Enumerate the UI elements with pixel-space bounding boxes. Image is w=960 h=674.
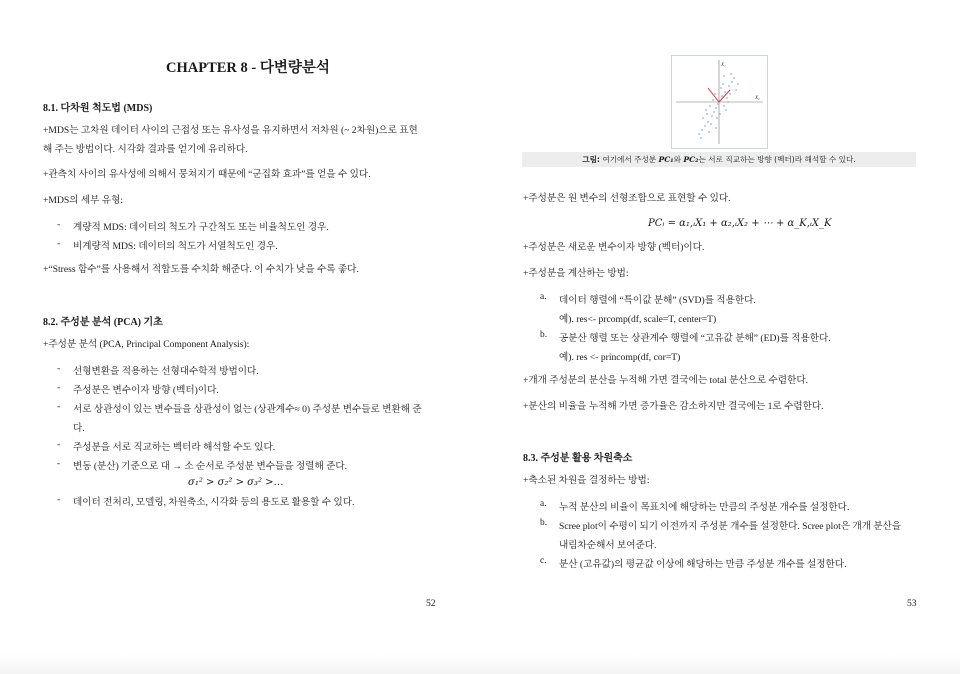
rule-c-marker: c. bbox=[540, 556, 547, 566]
figure-caption bbox=[522, 152, 916, 167]
stress-function-paragraph: +“Stress 함수”를 사용해서 적합도를 수치화 해준다. 이 수치가 낮을 수록 좋다. bbox=[43, 264, 359, 275]
mds-paragraph-line1: +MDS는 고차원 데이터 사이의 근접성 또는 유사성을 유지하면서 저차원 (~ 2차원)으로 표현 bbox=[43, 125, 418, 136]
pca-scatter-svg bbox=[672, 56, 767, 148]
bullet-dash: - bbox=[57, 458, 61, 469]
pca-methods-intro: +주성분을 계산하는 방법: bbox=[523, 268, 629, 279]
method-a-text: 데이터 행렬에 “특이값 분해” (SVD)를 적용한다. bbox=[559, 295, 756, 306]
pca-bullet-vector: 주성분은 변수이자 방향 (벡터)이다. bbox=[73, 385, 219, 396]
caption-part-b: 와 bbox=[673, 155, 684, 164]
chapter-title: CHAPTER 8 - 다변량분석 bbox=[166, 60, 330, 76]
linear-combination-paragraph: +주성분은 원 변수의 선형조합으로 표현할 수 있다. bbox=[523, 193, 731, 204]
scatter-points bbox=[698, 73, 739, 139]
pca-bullet-linear: 선형변환을 적용하는 선형대수학적 방법이다. bbox=[73, 366, 259, 377]
section-8-3-heading: 8.3. 주성분 활용 차원축소 bbox=[523, 453, 633, 464]
method-b-text: 공분산 행렬 또는 상관계수 행렬에 “고유값 분해” (ED)를 적용한다. bbox=[559, 333, 831, 344]
section-8-2-heading: 8.2. 주성분 분석 (PCA) 기초 bbox=[43, 317, 163, 328]
section-8-1-heading: 8.1. 다차원 척도법 (MDS) bbox=[43, 103, 153, 114]
method-a-marker: a. bbox=[540, 292, 547, 302]
page-number-right: 53 bbox=[907, 598, 917, 609]
rule-c-text: 분산 (고유값)의 평균값 이상에 해당하는 만큼 주성분 개수를 설정한다. bbox=[559, 559, 847, 570]
pca-bullet-uncorrelated-line1: 서로 상관성이 있는 변수들을 상관성이 없는 (상관계수≈ 0) 주성분 변수들로 변환해 준 bbox=[73, 404, 422, 415]
bottom-shadow bbox=[0, 654, 960, 674]
mds-type-metric: 계량적 MDS: 데이터의 척도가 구간척도 또는 비율척도인 경우. bbox=[73, 222, 329, 233]
bullet-dash: - bbox=[57, 238, 61, 249]
pca-bullet-variance-order: 변동 (분산) 기준으로 대 → 소 순서로 주성분 변수들을 정렬해 준다. bbox=[73, 461, 348, 472]
rule-a-marker: a. bbox=[540, 499, 547, 509]
pc-new-variable-paragraph: +주성분은 새로운 변수이자 방향 (벡터)이다. bbox=[523, 242, 705, 253]
rule-b-text: Scree plot이 수평이 되기 이전까지 주성분 개수를 설정한다. Scree plot은 개개 분산을 bbox=[559, 521, 902, 532]
caption-pc2: PC₂ bbox=[683, 155, 699, 164]
mds-paragraph-line2: 해 주는 방법이다. 시각화 결과를 얻기에 유리하다. bbox=[43, 144, 248, 155]
axis-label-x1: X₁ bbox=[721, 63, 726, 68]
bullet-dash: - bbox=[57, 363, 61, 374]
mds-types-intro: +MDS의 세부 유형: bbox=[43, 195, 124, 206]
variance-convergence-paragraph: +개개 주성분의 분산을 누적해 가면 결국에는 total 분산으로 수렴한다. bbox=[523, 375, 809, 386]
caption-part-a: 여기에서 주성분 bbox=[599, 155, 659, 164]
method-b-example: 예). res <- princomp(df, cor=T) bbox=[559, 352, 681, 363]
mds-type-nonmetric: 비계량적 MDS: 데이터의 척도가 서열척도인 경우. bbox=[73, 241, 278, 252]
mds-clustering-paragraph: +관측치 사이의 유사성에 의해서 뭉쳐지기 때문에 “군집화 효과”를 얻을 수 있다. bbox=[43, 169, 371, 180]
bullet-dash: - bbox=[57, 439, 61, 450]
axis-label-x2: X₂ bbox=[755, 96, 760, 101]
method-a-example: 예). res<- prcomp(df, scale=T, center=T) bbox=[559, 314, 717, 325]
bullet-dash: - bbox=[57, 382, 61, 393]
pc-linear-formula: PCᵢ = α₁,ᵢX₁ + α₂,ᵢX₂ + ⋯ + α_K,ᵢX_K bbox=[648, 218, 832, 229]
bullet-dash: - bbox=[57, 401, 61, 412]
rule-a-text: 누적 분산의 비율이 목표치에 해당하는 만큼의 주성분 개수를 설정한다. bbox=[559, 502, 850, 513]
pca-scatter-figure bbox=[671, 55, 768, 149]
caption-part-c: 는 서로 직교하는 방향 (벡터)라 해석할 수 있다. bbox=[698, 155, 856, 164]
method-b-marker: b. bbox=[540, 330, 548, 340]
rule-b-marker: b. bbox=[540, 518, 548, 528]
pca-definition: +주성분 분석 (PCA, Principal Component Analysis): bbox=[43, 339, 250, 350]
caption-prefix: 그림: bbox=[582, 155, 600, 164]
caption-pc1: PC₁ bbox=[658, 155, 674, 164]
right-page bbox=[480, 0, 960, 674]
bullet-dash: - bbox=[57, 219, 61, 230]
rule-b-text-line2: 내림차순해서 보여준다. bbox=[559, 540, 657, 551]
variance-order-formula: σ₁² > σ₂² > σ₃² >… bbox=[188, 477, 284, 488]
pca-bullet-orthogonal: 주성분을 서로 직교하는 벡터라 해석할 수도 있다. bbox=[73, 442, 276, 453]
variance-ratio-paragraph: +분산의 비율을 누적해 가면 증가율은 감소하지만 결국에는 1로 수렴한다. bbox=[523, 401, 824, 412]
bullet-dash: - bbox=[57, 494, 61, 505]
pca-bullet-uncorrelated-line2: 다. bbox=[73, 423, 85, 434]
pca-bullet-uses: 데이터 전처리, 모델링, 차원축소, 시각화 등의 용도로 활용할 수 있다. bbox=[73, 497, 355, 508]
page-number-left: 52 bbox=[426, 598, 436, 609]
reduced-dimension-intro: +축소된 차원을 결정하는 방법: bbox=[523, 475, 650, 486]
